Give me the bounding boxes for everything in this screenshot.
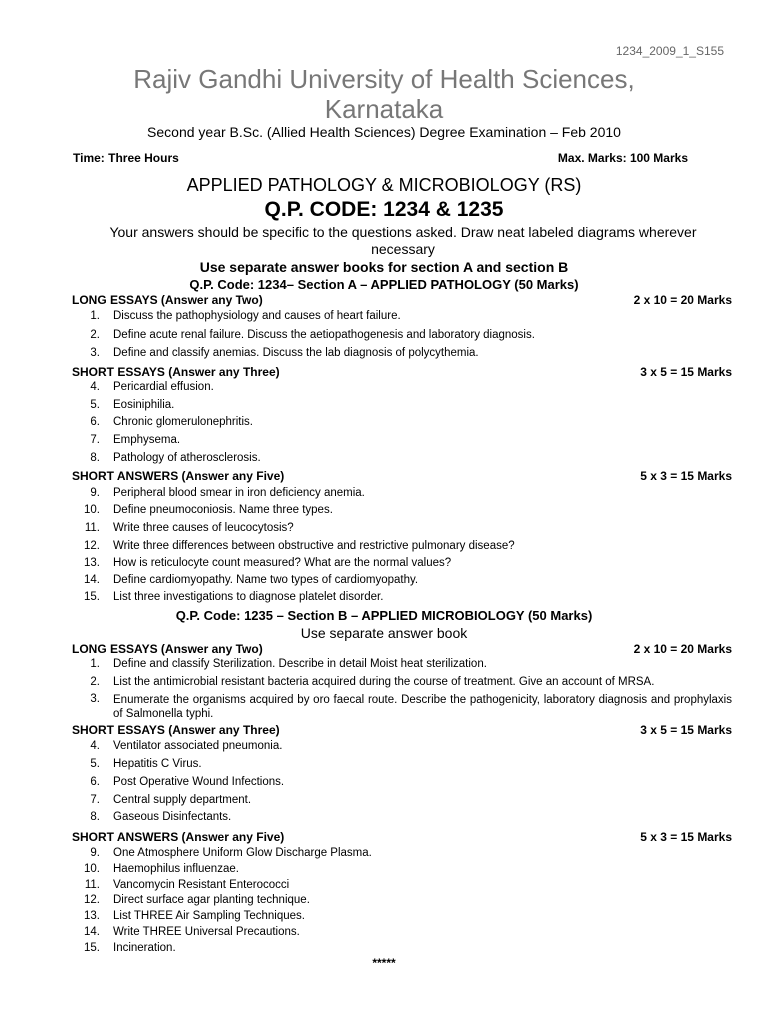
section-b-short-header	[72, 723, 732, 737]
question-item: 7. Central supply department.	[90, 794, 252, 806]
question-item: 1. Define and classify Sterilization. Describe in detail Moist heat sterilization.	[90, 658, 487, 670]
question-item: 7. Emphysema.	[90, 434, 181, 446]
section-b-note: Use separate answer book	[300, 625, 468, 641]
category-title: SHORT ESSAYS (Answer any Three)	[72, 365, 280, 379]
university-line-2: Karnataka	[324, 94, 444, 124]
question-item: 3. Enumerate the organisms acquired by oro faecal route. Describe the pathogenicity, laboratory diagnosis and prophylaxis of Salmonella typhi.	[90, 693, 732, 720]
max-marks: Max. Marks: 100 Marks	[557, 151, 688, 165]
question-item: 5. Eosiniphilia.	[90, 399, 175, 411]
section-b-answers-header	[72, 830, 732, 844]
question-item: 15. List three investigations to diagnose platelet disorder.	[84, 591, 384, 603]
category-title: SHORT ANSWERS (Answer any Five)	[72, 469, 285, 483]
category-marks: 5 x 3 = 15 Marks	[640, 830, 732, 844]
category-title: LONG ESSAYS (Answer any Two)	[72, 642, 263, 656]
question-item: 8. Pathology of atherosclerosis.	[90, 452, 261, 464]
qp-code: Q.P. CODE: 1234 & 1235	[264, 198, 504, 221]
question-item: 8. Gaseous Disinfectants.	[90, 811, 232, 823]
question-item: 14. Define cardiomyopathy. Name two types of cardiomyopathy.	[84, 574, 419, 586]
section-a-answers-header	[72, 469, 732, 483]
section-a-heading: Q.P. Code: 1234– Section A – APPLIED PATHOLOGY (50 Marks)	[189, 277, 579, 292]
question-item: 13. List THREE Air Sampling Techniques.	[84, 910, 305, 922]
exam-title: Second year B.Sc. (Allied Health Sciences) Degree Examination – Feb 2010	[147, 124, 621, 140]
university-name	[0, 64, 768, 124]
question-item: 13. How is reticulocyte count measured? What are the normal values?	[84, 557, 452, 569]
category-title: SHORT ANSWERS (Answer any Five)	[72, 830, 285, 844]
subject-title: APPLIED PATHOLOGY & MICROBIOLOGY (RS)	[186, 175, 582, 195]
question-item: 15. Incineration.	[84, 942, 176, 954]
category-marks: 3 x 5 = 15 Marks	[640, 723, 732, 737]
question-item: 2. List the antimicrobial resistant bacteria acquired during the course of treatment. Give an account of MRSA.	[90, 676, 655, 688]
question-item: 14. Write THREE Universal Precautions.	[84, 926, 300, 938]
section-a-long-header	[72, 293, 732, 307]
section-b-long-header	[72, 642, 732, 656]
question-item: 4. Pericardial effusion.	[90, 381, 214, 393]
question-item: 10. Haemophilus influenzae.	[84, 863, 239, 875]
question-item: 6. Chronic glomerulonephritis.	[90, 416, 253, 428]
question-item: 10. Define pneumoconiosis. Name three types.	[84, 504, 333, 516]
question-item: 9. Peripheral blood smear in iron deficiency anemia.	[90, 487, 365, 499]
end-marker: *****	[372, 956, 396, 970]
category-title: SHORT ESSAYS (Answer any Three)	[72, 723, 280, 737]
question-item: 11. Write three causes of leucocytosis?	[84, 522, 294, 534]
question-item: 12. Write three differences between obstructive and restrictive pulmonary disease?	[84, 540, 515, 552]
university-line-1: Rajiv Gandhi University of Health Sciences,	[133, 64, 635, 94]
question-item: 5. Hepatitis C Virus.	[90, 758, 202, 770]
question-item: 6. Post Operative Wound Infections.	[90, 776, 285, 788]
instructions: Your answers should be specific to the questions asked. Draw neat labeled diagrams wherever necessary	[109, 224, 697, 257]
category-marks: 2 x 10 = 20 Marks	[633, 642, 732, 656]
category-marks: 2 x 10 = 20 Marks	[633, 293, 732, 307]
question-item: 11. Vancomycin Resistant Enterococci	[84, 879, 290, 891]
question-item: 4. Ventilator associated pneumonia.	[90, 740, 283, 752]
separate-books-note: Use separate answer books for section A and section B	[199, 259, 569, 275]
question-item: 1. Discuss the pathophysiology and causes of heart failure.	[90, 310, 401, 322]
document-code: 1234_2009_1_S155	[615, 44, 724, 58]
section-b-heading: Q.P. Code: 1235 – Section B – APPLIED MICROBIOLOGY (50 Marks)	[175, 608, 593, 623]
question-item: 12. Direct surface agar planting technique.	[84, 894, 310, 906]
category-marks: 3 x 5 = 15 Marks	[640, 365, 732, 379]
question-item: 9. One Atmosphere Uniform Glow Discharge Plasma.	[90, 847, 372, 859]
category-title: LONG ESSAYS (Answer any Two)	[72, 293, 263, 307]
time-allowed: Time: Three Hours	[73, 151, 179, 165]
category-marks: 5 x 3 = 15 Marks	[640, 469, 732, 483]
question-item: 3. Define and classify anemias. Discuss the lab diagnosis of polycythemia.	[90, 347, 479, 359]
section-a-short-header	[72, 365, 732, 379]
question-item: 2. Define acute renal failure. Discuss the aetiopathogenesis and laboratory diagnosis.	[90, 329, 535, 341]
